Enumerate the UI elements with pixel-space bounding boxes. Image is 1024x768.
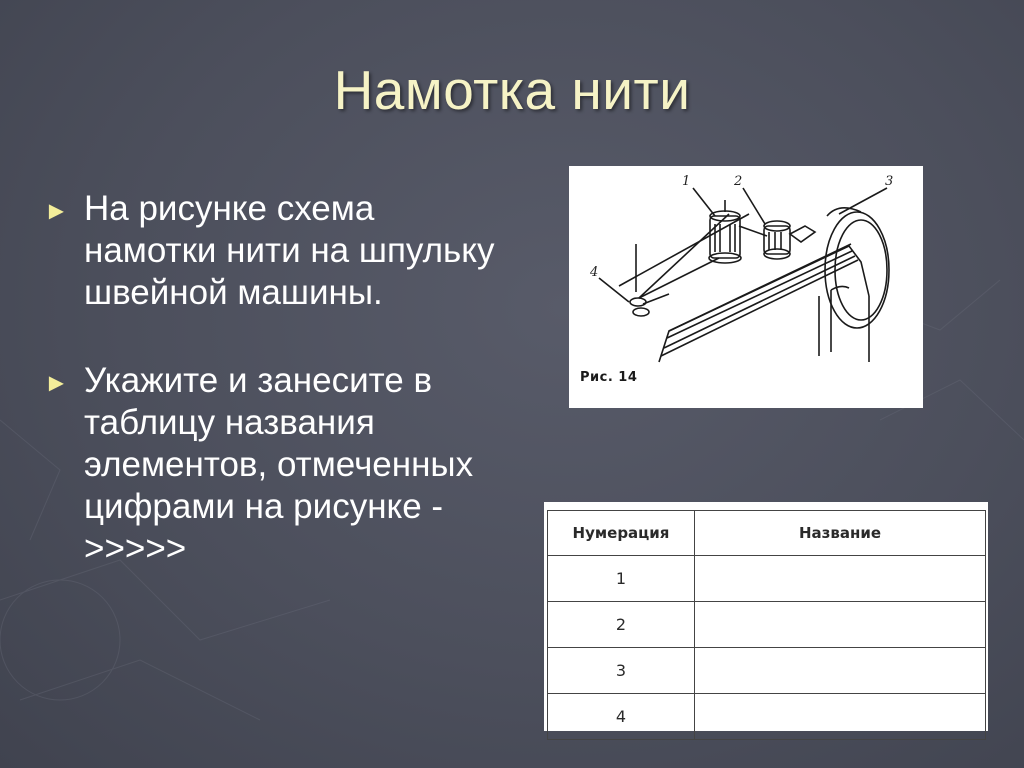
elements-table [547,510,986,740]
figure-label: 4 [590,265,599,280]
row-name-cell[interactable] [695,648,986,694]
bullet-arrow-icon: ► [44,369,69,397]
slide-title: Намотка нити [333,59,691,121]
bullet-arrow-icon: ► [44,197,69,225]
table-row [548,694,986,740]
table-row [548,556,986,602]
elements-table-card [544,502,988,731]
table-row [548,602,986,648]
table-header-row [548,511,986,556]
row-name-cell[interactable] [695,556,986,602]
header-numbering: Нумерация [548,511,695,556]
bullet-text: Укажите и занесите в таблицу названия элементов, отмеченных цифрами на рисунке - >>>>> [84,361,474,568]
bullet-item [44,360,514,570]
figure-caption: Рис. 14 [580,370,638,385]
row-name-cell[interactable] [695,602,986,648]
row-number: 1 [548,556,695,602]
figure-label: 3 [885,174,894,189]
row-number: 2 [548,602,695,648]
row-name-cell[interactable] [695,694,986,740]
figure-label: 1 [682,174,691,189]
bullet-text: На рисунке схема намотки нити на шпульку швейной машины. [84,189,495,312]
header-name: Название [695,511,986,556]
row-number: 3 [548,648,695,694]
row-number: 4 [548,694,695,740]
bullet-list [44,188,514,616]
figure-label: 2 [734,174,743,189]
bullet-item [44,188,514,314]
bobbin-winding-diagram [569,166,923,408]
table-row [548,648,986,694]
